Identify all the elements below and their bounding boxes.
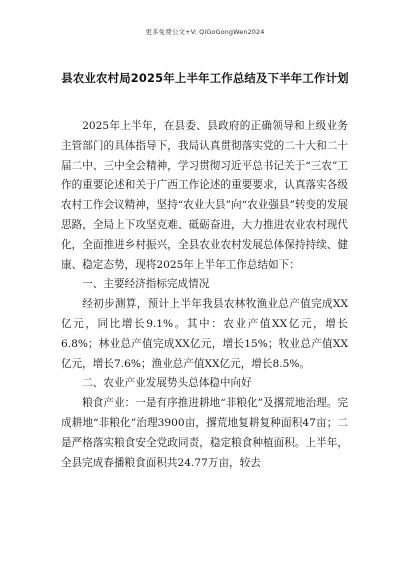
economic-indicators-paragraph: 经初步测算，预计上半年我县农林牧渔业总产值完成XX亿元，同比增长9.1%。其中：农业产值XX亿元，增长6.8%；林业总产值完成XX亿元，增长15%；牧业总产值XX亿元，增长7.6%；渔业总产值XX亿元，增长8.5%。	[61, 298, 348, 370]
section-heading-1: 一、主要经济指标完成情况	[82, 278, 210, 291]
section-heading-2: 二、农业产业发展势头总体稳中向好	[82, 377, 252, 390]
header-note: 更多免费公文+V: QiGoGongWen2024	[145, 28, 265, 36]
document-body	[61, 117, 348, 473]
document-title: 县农业农村局2025年上半年工作总结及下半年工作计划	[61, 71, 349, 85]
intro-paragraph: 2025年上半年，在县委、县政府的正确领导和上级业务主管部门的具体指导下，我局认真贯彻落实党的二十大和二十届二中、三中全会精神，学习贯彻习近平总书记关于“三农”工作的重要论述和关于广西工作论述的重要要求，认真落实各级农村工作会议精神，坚持“农业大县”向“农业强县”转变的发展思路，全局上下攻坚克难、砥砺奋进，大力推进农业农村现代化，全面推进乡村振兴，全县农业农村发展总体保持持续、健康、稳定态势，现将2025年上半年工作总结如下：	[61, 120, 348, 271]
grain-industry-paragraph: 粮食产业：一是有序推进耕地“非粮化”及撂荒地治理。完成耕地“非粮化”治理3900亩，撂荒地复耕复种面积47亩；二是严格落实粮食安全党政同责，稳定粮食种植面积。上半年，全县完成春播粮食面积共24.77万亩，较去	[61, 397, 348, 469]
